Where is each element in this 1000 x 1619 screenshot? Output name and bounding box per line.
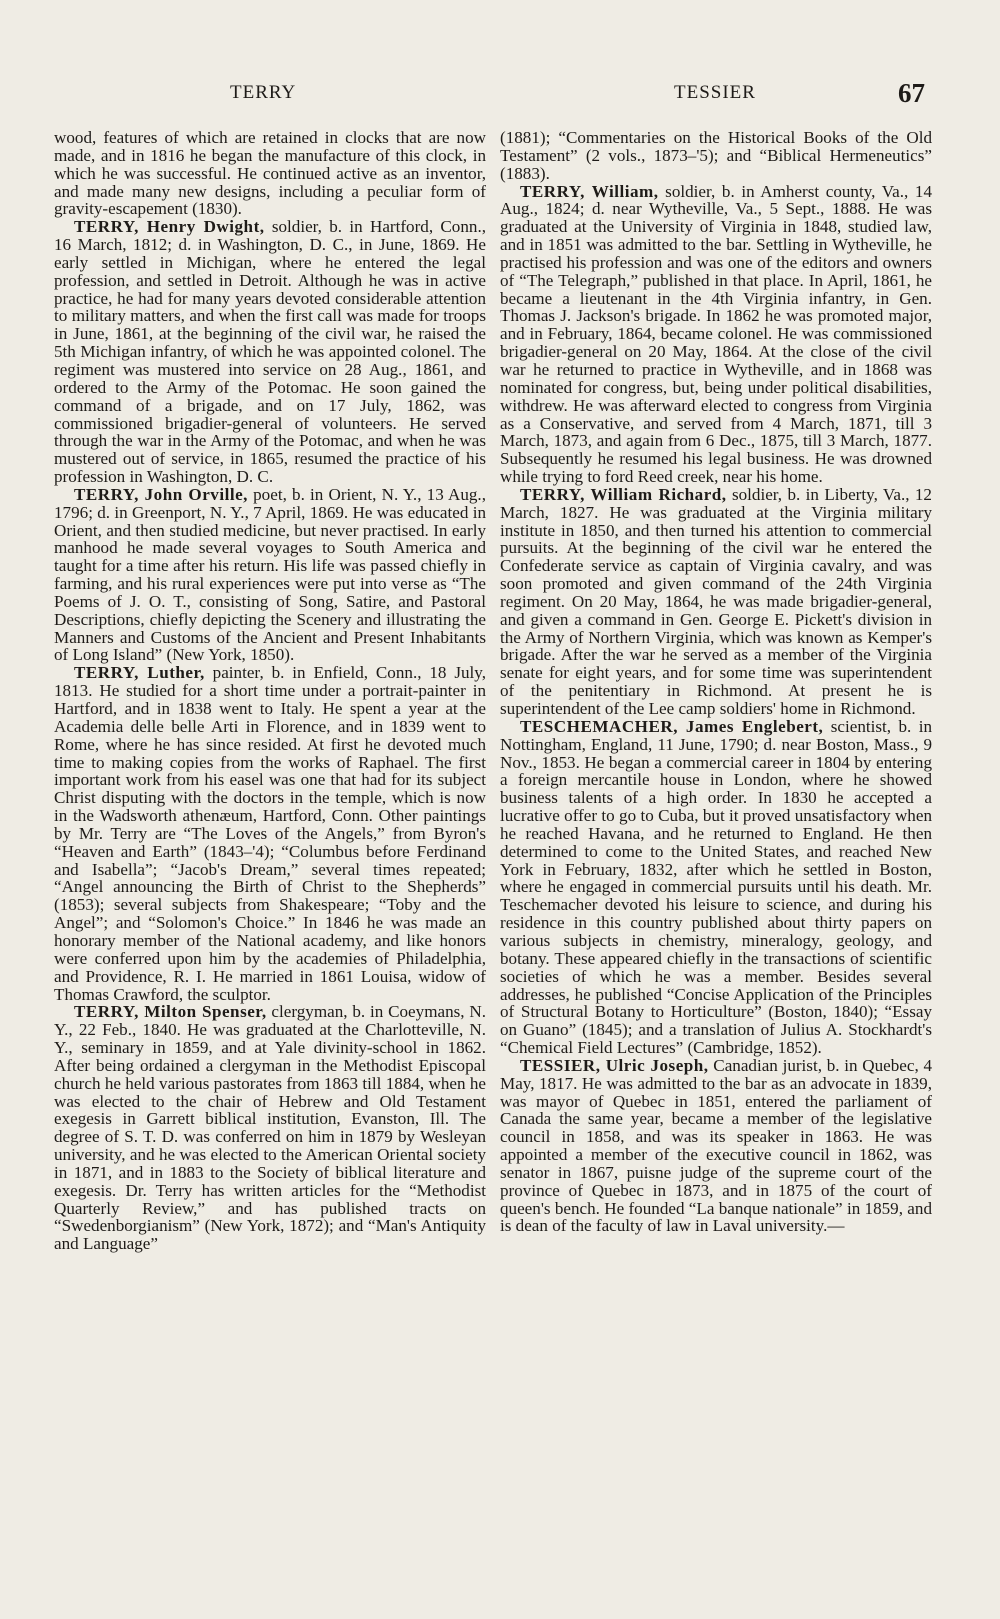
entry-text: painter, b. in Enfield, Conn., 18 July, 1813. He studied for a short time under a portrait-painter in Hartford, and in 1838 went to Italy. He spent a year at the Academia delle belle Arti in Florence, and in 1839 went to Rome, where he has since resided. At first he devoted much time to making copies from the works of Raphael. The first important work from his easel was one that had for its subject Christ disputing with the doctors in the temple, which is now in the Wadsworth athenæum, Hartford, Conn. Other paintings by Mr. Terry are “The Loves of the Angels,” from Byron's “Heaven and Earth” (1843–'4); “Columbus before Ferdinand and Isabella”; “Jacob's Dream,” several times repeated; “Angel announcing the Birth of Christ to the Shepherds” (1853); several subjects from Shakespeare; “Toby and the Angel”; and “Solomon's Choice.” In 1846 he was made an honorary member of the National academy, and like honors were conferred upon him by the academies of Philadelphia, and Providence, R. I. He married in 1861 Louisa, widow of Thomas Crawford, the sculptor. bbox=[54, 663, 486, 1004]
entry-paragraph bbox=[54, 664, 486, 1003]
entry-name: TERRY, Luther, bbox=[74, 663, 205, 683]
entry-text: Canadian jurist, b. in Quebec, 4 May, 1817. He was admitted to the bar as an advocate in 1839, was mayor of Quebec in 1851, entered the parliament of Canada the same year, became a member of the legislative council in 1858, and was its speaker in 1863. He was appointed a member of the executive council in 1862, was senator in 1867, puisne judge of the supreme court of the province of Quebec in 1873, and in 1875 of the court of queen's bench. He founded “La banque nationale” in 1859, and is dean of the faculty of law in Laval university.— bbox=[500, 1055, 933, 1236]
entry-paragraph bbox=[54, 486, 486, 664]
entry-text: scientist, b. in Nottingham, England, 11 June, 1790; d. near Boston, Mass., 9 Nov., 1853. He began a commercial career in 1804 by entering a foreign mercantile house in London, where he showed business talents of a high order. In 1830 he accepted a lucrative offer to go to Cuba, but it proved unsatisfactory when he reached Havana, and he returned to England. He then determined to come to the United States, and reached New York in February, 1832, after which he settled in Boston, where he engaged in commercial pursuits until his death. Mr. Teschemacher devoted his leisure to science, and during his residence in this country published about thirty papers on various subjects in chemistry, mineralogy, geology, and botany. These appeared chiefly in the transactions of scientific societies of which he was a member. Besides several addresses, he published “Concise Application of the Principles of Structural Botany to Horticulture” (Boston, 1840); “Essay on Guano” (1845); and a translation of Julius A. Stockhardt's “Chemical Field Lectures” (Cambridge, 1852). bbox=[500, 716, 933, 1058]
running-header bbox=[0, 78, 1000, 118]
continuation-text: (1881); “Commentaries on the Historical Books of the Old Testament” (2 vols., 1873–'5); and “Biblical Hermeneutics” (1883). bbox=[500, 128, 932, 183]
entry-paragraph bbox=[54, 1003, 486, 1253]
entry-text: clergyman, b. in Coeymans, N. Y., 22 Feb., 1840. He was graduated at the Charlotteville, N. Y., seminary in 1859, and at Yale divinity-school in 1862. After being ordained a clergyman in the Methodist Episcopal church he held various pastorates from 1863 till 1884, when he was elected to the chair of Hebrew and Old Testament exegesis in Garrett biblical institution, Evanston, Ill. The degree of S. T. D. was conferred on him in 1879 by Wesleyan university, and he was elected to the American Oriental society in 1871, and in 1883 to the Society of biblical literature and exegesis. Dr. Terry has written articles for the “Methodist Quarterly Review,” and has published tracts on “Swedenborgianism” (New York, 1872); and “Man's Antiquity and Language” bbox=[54, 1002, 486, 1254]
entry-name: TERRY, John Orville, bbox=[74, 484, 248, 504]
page-number: 67 bbox=[898, 78, 925, 108]
entry-paragraph bbox=[500, 718, 932, 1057]
entry-name: TERRY, William Richard, bbox=[520, 484, 727, 504]
entry-name: TESSIER, Ulric Joseph, bbox=[520, 1055, 709, 1075]
right-column bbox=[500, 129, 932, 1235]
header-left: TERRY bbox=[230, 82, 297, 103]
entry-name: TERRY, William, bbox=[520, 181, 659, 201]
entry-paragraph bbox=[500, 183, 932, 486]
entry-name: TESCHEMACHER, James Englebert, bbox=[520, 716, 824, 736]
entry-name: TERRY, Henry Dwight, bbox=[74, 217, 265, 237]
continuation-text: wood, features of which are retained in clocks that are now made, and in 1816 he began the manufacture of this clock, in which he was successful. He continued active as an inventor, and made many new designs, including a peculiar form of gravity-escapement (1830). bbox=[54, 128, 486, 219]
entry-name: TERRY, Milton Spenser, bbox=[74, 1002, 267, 1022]
entry-paragraph bbox=[500, 1057, 932, 1235]
entry-text: poet, b. in Orient, N. Y., 13 Aug., 1796; d. in Greenport, N. Y., 7 April, 1869. He was educated in Orient, and then studied medicine, but never practised. In early manhood he made several voyages to South America and taught for a time after his return. His life was passed chiefly in farming, and his rural experiences were put into verse as “The Poems of J. O. T., consisting of Song, Satire, and Pastoral Descriptions, chiefly depicting the Scenery and illustrating the Manners and Customs of the Ancient and Present Inhabitants of Long Island” (New York, 1850). bbox=[54, 484, 486, 665]
entry-paragraph bbox=[54, 218, 486, 486]
entry-text: soldier, b. in Liberty, Va., 12 March, 1827. He was graduated at the Virginia military institute in 1850, and then turned his attention to commercial pursuits. At the beginning of the civil war he entered the Confederate service as captain of Virginia cavalry, and was soon promoted and given command of the 24th Virginia regiment. On 20 May, 1864, he was made brigadier-general, and given a command in Gen. George E. Pickett's division in the Army of Northern Virginia, which was known as Kemper's brigade. After the war he served as a member of the Virginia senate for eight years, and for some time was superintendent of the penitentiary in Richmond. At present he is superintendent of the Lee camp soldiers' home in Richmond. bbox=[500, 484, 932, 718]
entry-text: soldier, b. in Hartford, Conn., 16 March, 1812; d. in Washington, D. C., in June, 1869. He early settled in Michigan, where he entered the legal profession, and settled in Detroit. Although he was in active practice, he had for many years devoted considerable attention to military matters, and when the first call was made for troops in June, 1861, at the beginning of the civil war, he raised the 5th Michigan infantry, of which he was appointed colonel. The regiment was mustered into service on 28 Aug., 1861, and ordered to the Army of the Potomac. He soon gained the command of a brigade, and on 17 July, 1862, was commissioned brigadier-general of volunteers. He served through the war in the Army of the Potomac, and when he was mustered out of service, in 1865, resumed the practice of his profession in Washington, D. C. bbox=[54, 217, 486, 487]
left-column bbox=[54, 129, 486, 1253]
entry-paragraph bbox=[500, 486, 932, 718]
header-center: TESSIER bbox=[674, 82, 756, 103]
entry-text: soldier, b. in Amherst county, Va., 14 Aug., 1824; d. near Wytheville, Va., 5 Sept., 1888. He was graduated at the University of Virginia in 1848, studied law, and in 1851 was admitted to the bar. Settling in Wytheville, he practised his profession and was one of the editors and owners of “The Telegraph,” published in that place. In April, 1861, he became a lieutenant in the 4th Virginia infantry, in Gen. Thomas J. Jackson's brigade. In 1862 he was promoted major, and in February, 1864, became colonel. He was commissioned brigadier-general on 20 May, 1864. At the close of the civil war he returned to practice in Wytheville, and in 1868 was nominated for congress, but, being under political disabilities, withdrew. He was afterward elected to congress from Virginia as a Conservative, and served from 4 March, 1871, till 3 March, 1873, and again from 6 Dec., 1875, till 3 March, 1877. Subsequently he resumed his legal business. He was drowned while trying to ford Reed creek, near his home. bbox=[500, 181, 932, 487]
